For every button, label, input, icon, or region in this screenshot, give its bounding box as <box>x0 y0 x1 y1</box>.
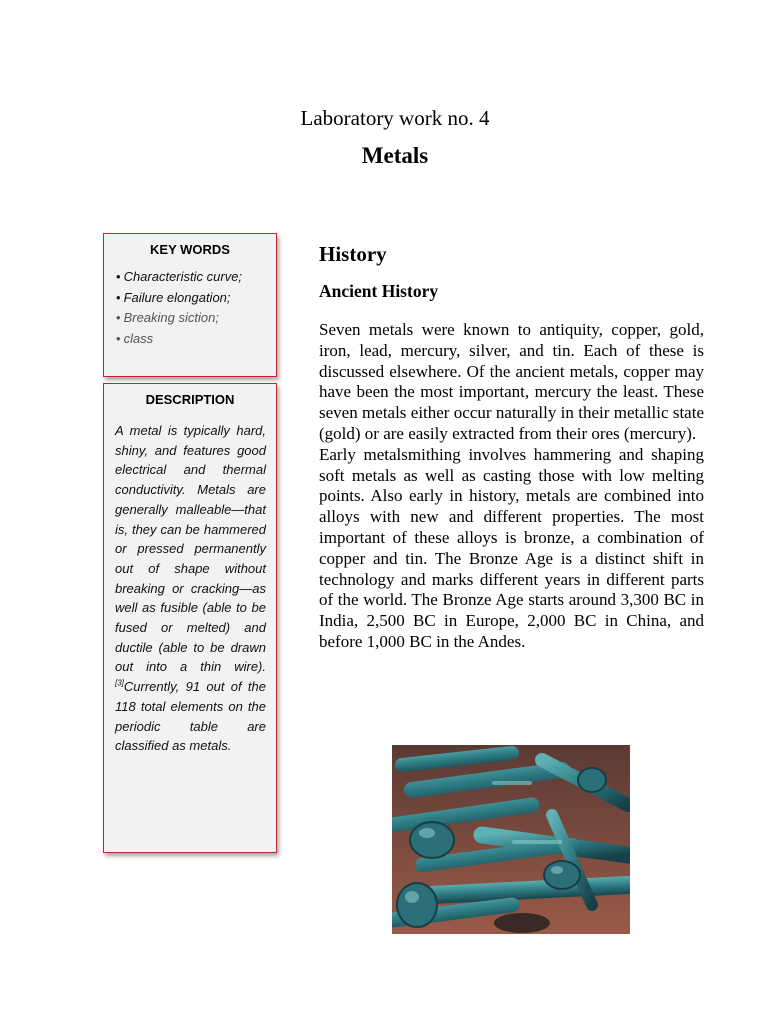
bronze-nails-photo <box>392 745 630 934</box>
keyword-item: • Breaking siction; <box>116 308 276 329</box>
description-text-part: A metal is typically hard, shiny, and features good electrical and thermal conductivity. Metals are generally malleable—that is, they can be hammered or pressed permanently out of shape without breaking or cracking—as well as fusible (able to be fused or melted) and ductile (able to be drawn out into a thin wire). <box>115 423 266 675</box>
keyword-item: • class <box>116 329 276 350</box>
keywords-box <box>103 233 277 377</box>
keywords-heading: KEY WORDS <box>150 242 230 257</box>
description-heading: DESCRIPTION <box>145 392 235 407</box>
article-body <box>319 320 704 653</box>
lab-work-title: Laboratory work no. 4 <box>300 106 490 130</box>
article-paragraph: Early metalsmithing involves hammering and shaping soft metals as well as casting those with low melting points. Also early in history, metals are combined into alloys with new and different properties. The most important of these alloys is bronze, a combination of copper and tin. The Bronze Age is a distinct shift in technology and marks different years in different parts of the world. The Bronze Age starts around 3,300 BC in India, 2,500 BC in Europe, 2,000 BC in China, and before 1,000 BC in the Andes. <box>319 444 704 651</box>
description-text-part: Currently, 91 out of the 118 total elements on the periodic table are classified as metals. <box>115 679 266 754</box>
document-title: Metals <box>361 143 429 168</box>
description-text <box>115 421 266 756</box>
keyword-item: • Characteristic curve; <box>116 267 276 288</box>
reference-marker[interactable]: [3] <box>115 678 124 688</box>
subsection-heading: Ancient History <box>319 281 439 301</box>
article-paragraph: Seven metals were known to antiquity, copper, gold, iron, lead, mercury, silver, and tin. Each of these is discussed elsewhere. Of the ancient metals, copper may have been the most important, mercury the least. These seven metals either occur naturally in their metallic state (gold) or are easily extracted from their ores (mercury). <box>319 320 704 443</box>
keyword-item: • Failure elongation; <box>116 288 276 309</box>
description-box <box>103 383 277 853</box>
section-heading: History <box>319 242 387 266</box>
keywords-list <box>104 267 276 349</box>
